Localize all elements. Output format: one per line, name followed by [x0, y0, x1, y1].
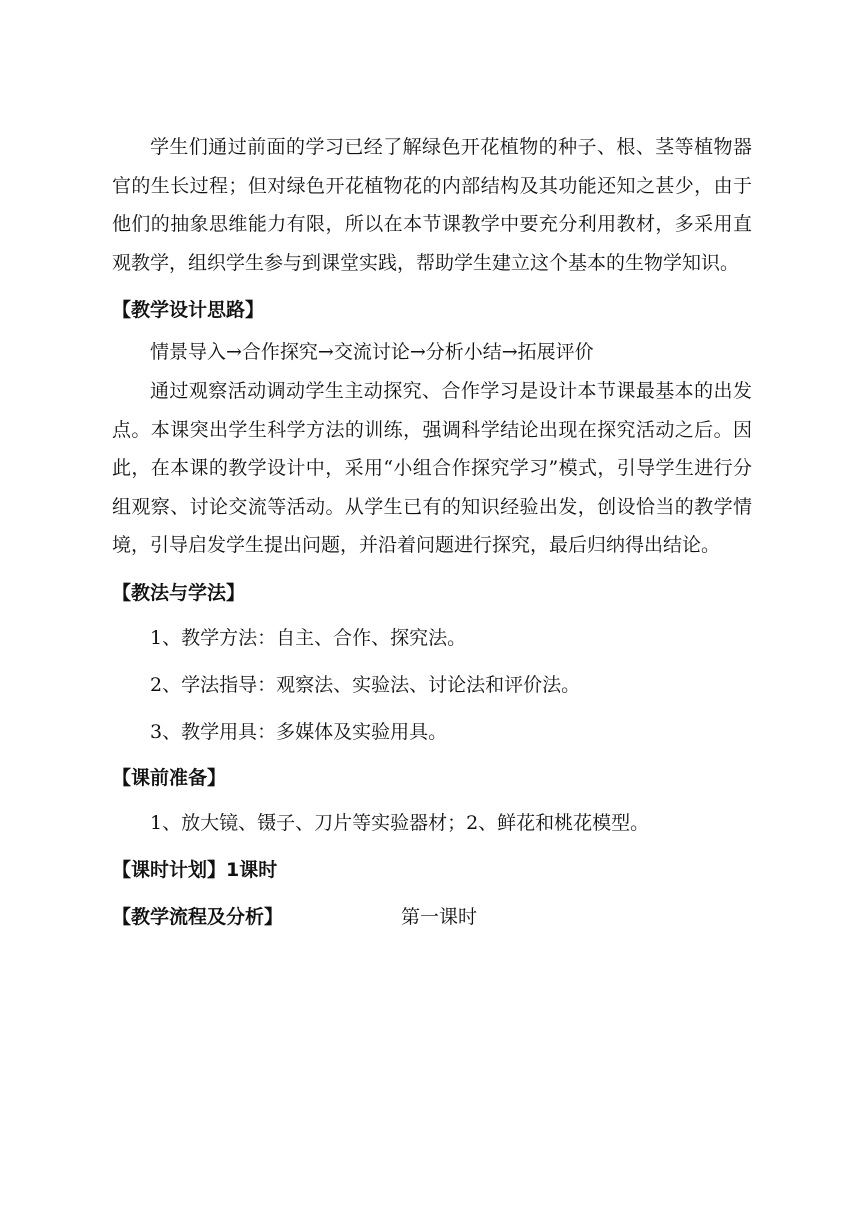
design-heading: 【教学设计思路】: [112, 299, 265, 321]
intro-paragraph: 学生们通过前面的学习已经了解绿色开花植物的种子、根、茎等植物器官的生长过程；但对绿色开花植物花的内部结构及其功能还知之甚少，由于他们的抽象思维能力有限，所以在本节课教学中要充分利用教材，多采用直观教学，组织学生参与到课堂实践，帮助学生建立这个基本的生物学知识。: [112, 136, 752, 274]
process-line: [112, 894, 752, 941]
document-body: [112, 128, 752, 941]
prep-text: 1、放大镜、镊子、刀片等实验器材；2、鲜花和桃花模型。: [150, 811, 650, 834]
prep-heading: 【课前准备】: [112, 766, 227, 789]
design-paragraph: 通过观察活动调动学生主动探究、合作学习是设计本节课最基本的出发点。本课突出学生科学方法的训练，强调科学结论出现在探究活动之后。因此，在本课的教学设计中，采用“小组合作探究学习”模式，引导学生进行分组观察、讨论交流等活动。从学生已有的知识经验出发，创设恰当的教学情境，引导启发学生提出问题，并沿着问题进行探究，最后归纳得出结论。: [112, 380, 752, 556]
methods-item-3: 3、教学用具：多媒体及实验用具。: [150, 720, 448, 743]
schedule-value: 1课时: [226, 858, 278, 881]
methods-item-2: 2、学法指导：观察法、实验法、讨论法和评价法。: [150, 673, 581, 696]
methods-item-1: 1、教学方法：自主、合作、探究法。: [150, 626, 467, 649]
schedule-heading: 【课时计划】: [112, 858, 227, 881]
schedule-line: [112, 847, 752, 894]
methods-heading: 【教法与学法】: [112, 581, 246, 604]
process-heading: 【教学流程及分析】: [112, 905, 284, 928]
process-lesson-label: 第一课时: [401, 905, 478, 928]
design-flow: 情景导入→合作探究→交流讨论→分析小结→拓展评价: [150, 341, 594, 363]
